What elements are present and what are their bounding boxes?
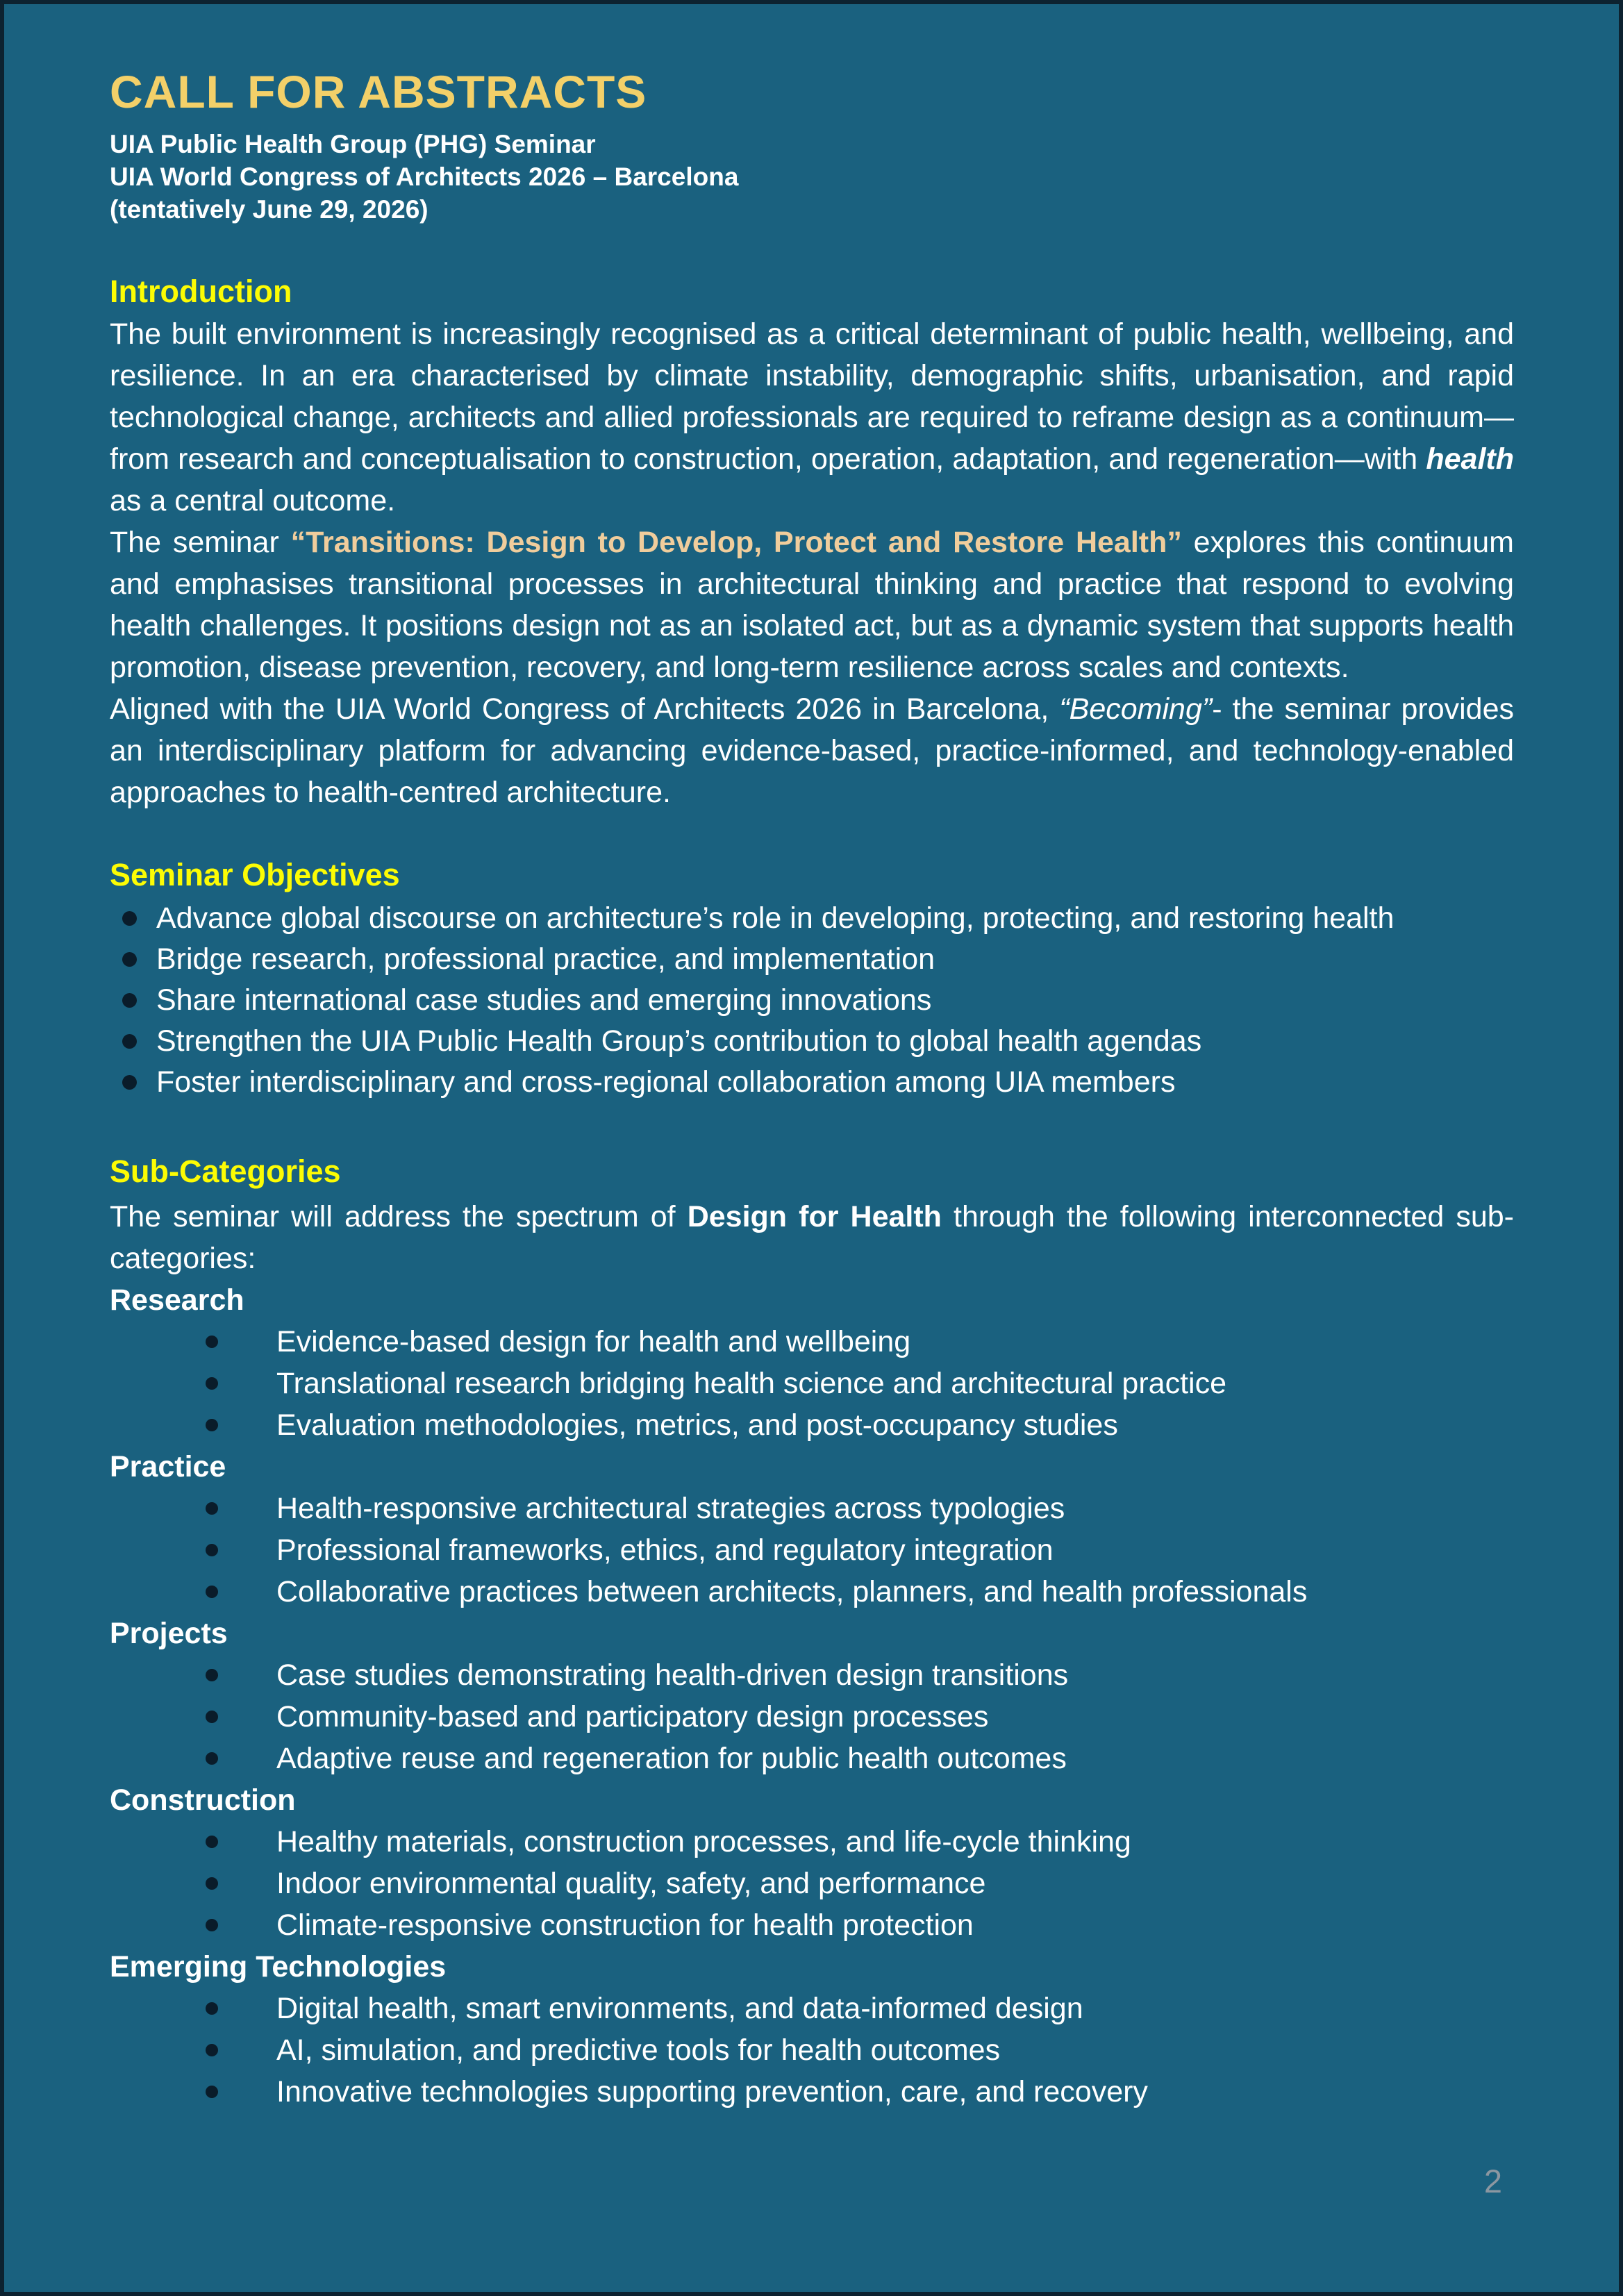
bullet-icon: [206, 1377, 218, 1390]
list-item: [110, 1654, 1514, 1696]
list-item: [110, 1821, 1514, 1863]
text-segment: “Becoming”: [1059, 692, 1213, 726]
bullet-icon: [122, 993, 137, 1008]
list-item: [110, 1404, 1514, 1446]
list-item-label: Case studies demonstrating health-driven design transitions: [276, 1658, 1069, 1692]
list-item-label: Advance global discourse on architecture’s role in developing, protecting, and restoring health: [156, 901, 1395, 935]
bullet-icon: [206, 1336, 218, 1348]
list-item-label: Innovative technologies supporting prevention, care, and recovery: [276, 2075, 1148, 2108]
text-segment: explores this continuum and emphasises transitional processes in architectural thinking and practice that respond to evolving health challenges. It positions design not as an isolated act, but as a dynamic system that supports health promotion, disease prevention, recovery, and long-term resilience across scales and contexts.: [110, 526, 1514, 684]
text-segment: as a central outcome.: [110, 484, 396, 517]
category-item-list: [110, 1988, 1514, 2113]
list-item: [110, 1062, 1514, 1103]
category-label: Emerging Technologies: [110, 1950, 447, 1983]
text-segment: Aligned with the UIA World Congress of Architects 2026 in Barcelona,: [110, 692, 1060, 726]
bullet-icon: [206, 1544, 218, 1556]
list-item: [110, 1021, 1514, 1062]
bullet-icon: [206, 1419, 218, 1431]
bullet-icon: [206, 1669, 218, 1681]
list-item-label: Digital health, smart environments, and data-informed design: [276, 1992, 1083, 2025]
bullet-icon: [206, 1877, 218, 1890]
bullet-icon: [206, 1586, 218, 1598]
page-title: CALL FOR ABSTRACTS: [110, 66, 647, 117]
text-segment: Design for Health: [687, 1200, 942, 1233]
list-item: [110, 1696, 1514, 1738]
list-item-label: Climate-responsive construction for health protection: [276, 1908, 974, 1942]
list-item: [110, 980, 1514, 1021]
text-segment: health: [1426, 442, 1514, 476]
bullet-icon: [122, 1075, 137, 1090]
list-item-label: Strengthen the UIA Public Health Group’s contribution to global health agendas: [156, 1024, 1202, 1058]
intro-paragraph-1: [110, 313, 1514, 522]
bullet-icon: [206, 1502, 218, 1515]
text-segment: - the seminar provides an interdisciplinary platform for advancing evidence-based, practice-informed, and technology-enabled approaches to health-centred architecture.: [110, 692, 1514, 809]
list-item: [110, 1738, 1514, 1779]
list-item-label: Adaptive reuse and regeneration for public health outcomes: [276, 1742, 1067, 1775]
category-item-list: [110, 1321, 1514, 1446]
list-item: [110, 1321, 1514, 1363]
bullet-icon: [122, 952, 137, 967]
subtitle-line-date: (tentatively June 29, 2026): [110, 195, 428, 224]
bullet-icon: [122, 911, 137, 926]
bullet-icon: [206, 1836, 218, 1848]
list-item: [110, 1488, 1514, 1529]
list-item: [110, 1904, 1514, 1946]
section-heading-introduction: Introduction: [110, 274, 292, 309]
category-label: Construction: [110, 1783, 296, 1817]
page-number: 2: [1483, 2163, 1502, 2199]
objectives-list: [110, 898, 1514, 1103]
bullet-icon: [122, 1034, 137, 1049]
list-item: [110, 898, 1514, 939]
intro-paragraph-3: [110, 688, 1514, 813]
list-item-label: Translational research bridging health science and architectural practice: [276, 1367, 1226, 1400]
page-content: [4, 4, 1619, 2113]
list-item: [110, 1529, 1514, 1571]
list-item: [110, 1863, 1514, 1904]
section-heading-objectives: Seminar Objectives: [110, 857, 400, 892]
list-item-label: Bridge research, professional practice, and implementation: [156, 942, 935, 976]
section-heading-subcategories: Sub-Categories: [110, 1154, 341, 1189]
list-item-label: Indoor environmental quality, safety, and performance: [276, 1867, 986, 1900]
category-item-list: [110, 1654, 1514, 1779]
list-item-label: Evaluation methodologies, metrics, and post-occupancy studies: [276, 1408, 1118, 1442]
text-segment: The seminar will address the spectrum of: [110, 1200, 688, 1233]
list-item-label: Evidence-based design for health and wellbeing: [276, 1325, 911, 1358]
bullet-icon: [206, 2086, 218, 2098]
category-label: Research: [110, 1283, 244, 1317]
intro-paragraph-2: [110, 522, 1514, 688]
list-item-label: Professional frameworks, ethics, and regulatory integration: [276, 1533, 1054, 1567]
subtitle-line-seminar: UIA Public Health Group (PHG) Seminar: [110, 130, 596, 158]
list-item: [110, 1571, 1514, 1613]
subtitle-block: [110, 128, 1514, 226]
text-segment: The built environment is increasingly recognised as a critical determinant of public health, wellbeing, and resilience. In an era characterised by climate instability, demographic shifts, urbanisation, and rapid technological change, architects and allied professionals are required to reframe design as a continuum—from research and conceptualisation to construction, operation, adaptation, and regeneration—with: [110, 317, 1514, 476]
subcategories-intro: [110, 1196, 1514, 1279]
bullet-icon: [206, 1919, 218, 1931]
subtitle-line-congress: UIA World Congress of Architects 2026 – Barcelona: [110, 163, 739, 191]
list-item-label: Community-based and participatory design processes: [276, 1700, 989, 1733]
list-item-label: Health-responsive architectural strategies across typologies: [276, 1492, 1065, 1525]
list-item-label: AI, simulation, and predictive tools for health outcomes: [276, 2033, 1001, 2067]
category-item-list: [110, 1821, 1514, 1946]
category-label: Practice: [110, 1450, 226, 1483]
list-item: [110, 2071, 1514, 2113]
category-item-list: [110, 1488, 1514, 1613]
text-segment: “Transitions: Design to Develop, Protect and Restore Health”: [290, 526, 1182, 559]
bullet-icon: [206, 2044, 218, 2056]
text-segment: through the following interconnected sub-categories:: [110, 1200, 1514, 1275]
list-item-label: Share international case studies and emerging innovations: [156, 983, 932, 1017]
bullet-icon: [206, 1752, 218, 1765]
list-item-label: Healthy materials, construction processes, and life-cycle thinking: [276, 1825, 1131, 1858]
list-item: [110, 939, 1514, 980]
text-segment: The seminar: [110, 526, 291, 559]
category-label: Projects: [110, 1617, 228, 1650]
list-item-label: Collaborative practices between architects, planners, and health professionals: [276, 1575, 1308, 1608]
list-item: [110, 2029, 1514, 2071]
list-item-label: Foster interdisciplinary and cross-regional collaboration among UIA members: [156, 1065, 1176, 1099]
list-item: [110, 1988, 1514, 2029]
bullet-icon: [206, 2002, 218, 2015]
bullet-icon: [206, 1711, 218, 1723]
list-item: [110, 1363, 1514, 1404]
subcategories-groups: [110, 1279, 1514, 2113]
